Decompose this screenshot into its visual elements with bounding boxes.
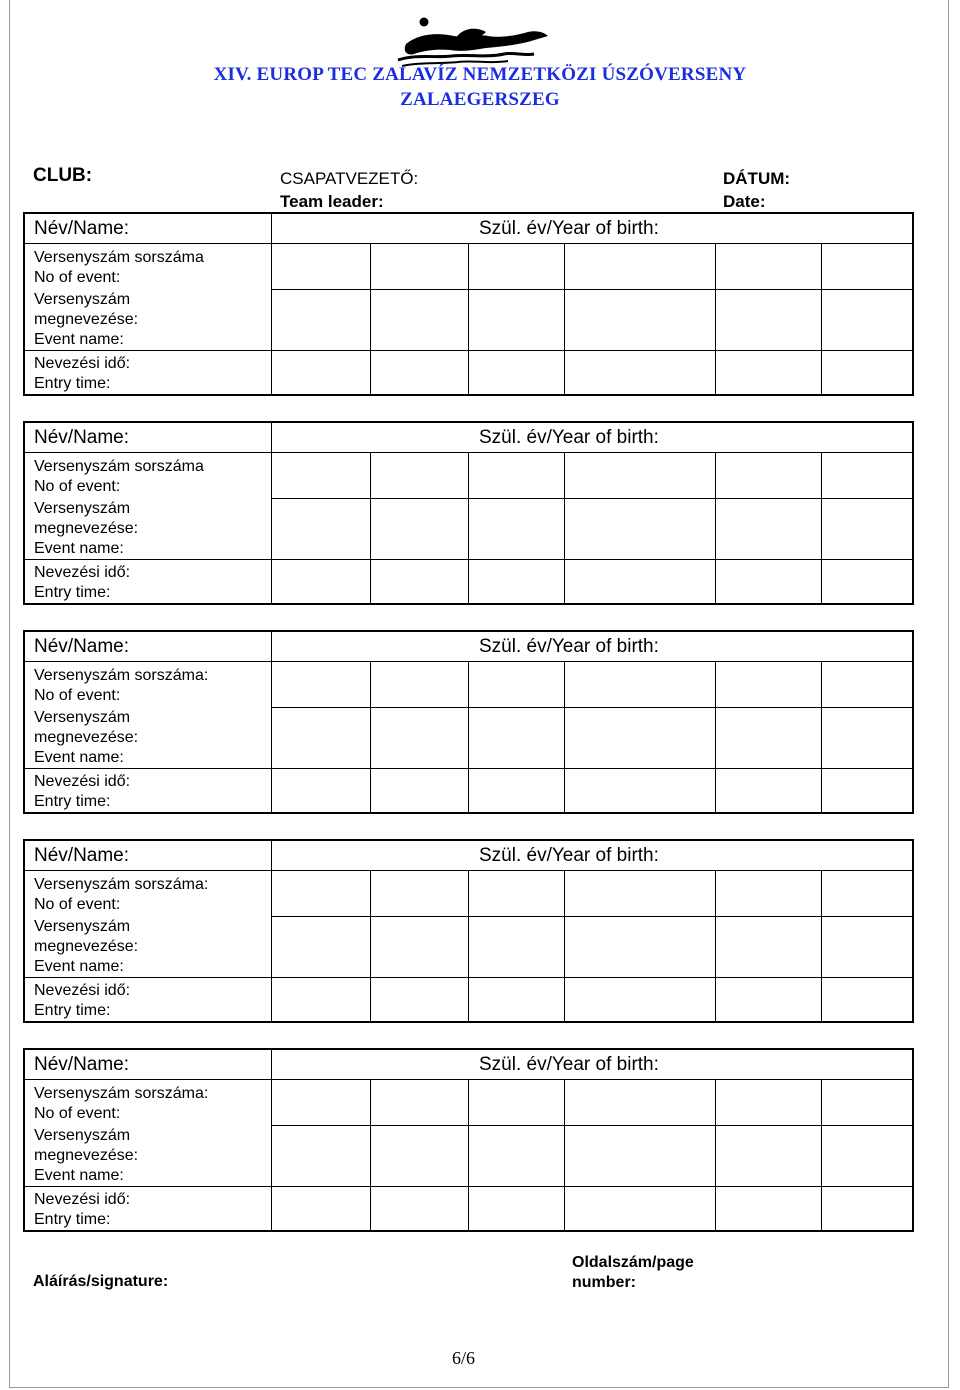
event-number-label-line2: No of event: bbox=[34, 269, 121, 286]
birth-year-label: Szül. év/Year of birth: bbox=[479, 845, 659, 866]
entry-time-label-line2: Entry time: bbox=[34, 1211, 111, 1228]
entry-time-label-line2: Entry time: bbox=[34, 584, 111, 601]
event-cell-divider bbox=[370, 452, 371, 605]
event-cell-divider bbox=[564, 243, 565, 396]
event-name-label-line2: megnevezése: bbox=[34, 520, 139, 537]
name-label: Név/Name: bbox=[34, 218, 130, 239]
event-cell-divider bbox=[715, 661, 716, 814]
event-name-label bbox=[34, 1126, 138, 1186]
event-name-label-line1: Versenyszám bbox=[34, 709, 131, 726]
event-number-label bbox=[34, 457, 204, 497]
event-name-label-line2: megnevezése: bbox=[34, 729, 139, 746]
event-number-label-line2: No of event: bbox=[34, 478, 121, 495]
birth-year-label: Szül. év/Year of birth: bbox=[479, 218, 659, 239]
event-cell-divider bbox=[370, 243, 371, 396]
date-label bbox=[723, 167, 790, 213]
event-number-label bbox=[34, 1084, 208, 1124]
event-number-label-line1: Versenyszám sorszáma: bbox=[34, 667, 209, 684]
row-divider bbox=[271, 1125, 912, 1126]
entry-time-label-line1: Nevezési idő: bbox=[34, 982, 131, 999]
column-divider bbox=[271, 632, 272, 814]
name-label: Név/Name: bbox=[34, 636, 130, 657]
event-cell-divider bbox=[715, 243, 716, 396]
entry-time-label-line2: Entry time: bbox=[34, 375, 111, 392]
event-name-label bbox=[34, 917, 138, 977]
event-name-label bbox=[34, 499, 138, 559]
event-cell-divider bbox=[821, 243, 822, 396]
entry-time-label bbox=[34, 772, 130, 812]
date-label-hu: DÁTUM: bbox=[723, 169, 791, 188]
event-cell-divider bbox=[468, 661, 469, 814]
event-name-label-line2: megnevezése: bbox=[34, 938, 139, 955]
event-cell-divider bbox=[715, 452, 716, 605]
swimmer-logo-icon bbox=[396, 14, 552, 70]
event-cell-divider bbox=[370, 661, 371, 814]
birth-year-label: Szül. év/Year of birth: bbox=[479, 427, 659, 448]
name-label: Név/Name: bbox=[34, 427, 130, 448]
event-cell-divider bbox=[715, 1079, 716, 1232]
event-cell-divider bbox=[821, 661, 822, 814]
column-divider bbox=[271, 214, 272, 396]
entry-block bbox=[23, 839, 914, 1023]
birth-year-label: Szül. év/Year of birth: bbox=[479, 1054, 659, 1075]
event-name-label-line3: Event name: bbox=[34, 331, 124, 348]
entry-time-label-line1: Nevezési idő: bbox=[34, 773, 131, 790]
event-name-label-line3: Event name: bbox=[34, 1167, 124, 1184]
name-label: Név/Name: bbox=[34, 845, 130, 866]
event-cell-divider bbox=[821, 1079, 822, 1232]
event-number-label bbox=[34, 666, 208, 706]
entry-time-label bbox=[34, 354, 130, 394]
event-cell-divider bbox=[370, 1079, 371, 1232]
entry-time-label bbox=[34, 981, 130, 1021]
event-number-label bbox=[34, 248, 204, 288]
event-name-label bbox=[34, 290, 138, 350]
entry-time-label bbox=[34, 1190, 130, 1230]
column-divider bbox=[271, 423, 272, 605]
event-name-label-line3: Event name: bbox=[34, 749, 124, 766]
event-cell-divider bbox=[564, 1079, 565, 1232]
page-number-label-line2: number: bbox=[572, 1274, 636, 1291]
event-name-label-line2: megnevezése: bbox=[34, 311, 139, 328]
event-cell-divider bbox=[468, 870, 469, 1023]
entry-time-label-line1: Nevezési idő: bbox=[34, 355, 131, 372]
event-cell-divider bbox=[564, 661, 565, 814]
row-divider bbox=[271, 707, 912, 708]
entry-block bbox=[23, 421, 914, 605]
page-number-label-line1: Oldalszám/page bbox=[572, 1254, 694, 1271]
event-name-label-line3: Event name: bbox=[34, 540, 124, 557]
event-number-label-line1: Versenyszám sorszáma: bbox=[34, 876, 209, 893]
team-leader-label-hu: CSAPATVEZETŐ: bbox=[280, 169, 419, 188]
event-cell-divider bbox=[821, 870, 822, 1023]
competition-title: XIV. EUROP TEC ZALAVÍZ NEMZETKÖZI ÚSZÓVERSENY bbox=[213, 64, 747, 85]
club-label: CLUB: bbox=[33, 165, 93, 186]
date-label-en: Date: bbox=[723, 192, 766, 211]
entry-time-label bbox=[34, 563, 130, 603]
name-label: Név/Name: bbox=[34, 1054, 130, 1075]
column-divider bbox=[271, 1050, 272, 1232]
event-number-label bbox=[34, 875, 208, 915]
page-indicator: 6/6 bbox=[452, 1348, 476, 1368]
entry-block bbox=[23, 1048, 914, 1232]
event-number-label-line1: Versenyszám sorszáma bbox=[34, 249, 204, 266]
event-number-label-line2: No of event: bbox=[34, 687, 121, 704]
event-cell-divider bbox=[821, 452, 822, 605]
event-name-label bbox=[34, 708, 138, 768]
event-cell-divider bbox=[468, 1079, 469, 1232]
entry-time-label-line1: Nevezési idő: bbox=[34, 1191, 131, 1208]
entry-time-label-line1: Nevezési idő: bbox=[34, 564, 131, 581]
event-number-label-line2: No of event: bbox=[34, 1105, 121, 1122]
page-number-label bbox=[572, 1253, 694, 1293]
event-name-label-line1: Versenyszám bbox=[34, 918, 131, 935]
event-cell-divider bbox=[564, 870, 565, 1023]
event-name-label-line1: Versenyszám bbox=[34, 500, 131, 517]
event-name-label-line1: Versenyszám bbox=[34, 291, 131, 308]
event-number-label-line2: No of event: bbox=[34, 896, 121, 913]
row-divider bbox=[271, 289, 912, 290]
event-cell-divider bbox=[468, 452, 469, 605]
event-cell-divider bbox=[715, 870, 716, 1023]
row-divider bbox=[271, 498, 912, 499]
competition-location: ZALAEGERSZEG bbox=[400, 89, 560, 110]
team-leader-label-en: Team leader: bbox=[280, 192, 384, 211]
entry-block bbox=[23, 212, 914, 396]
entry-time-label-line2: Entry time: bbox=[34, 793, 111, 810]
column-divider bbox=[271, 841, 272, 1023]
event-number-label-line1: Versenyszám sorszáma: bbox=[34, 1085, 209, 1102]
event-cell-divider bbox=[564, 452, 565, 605]
event-cell-divider bbox=[370, 870, 371, 1023]
event-name-label-line3: Event name: bbox=[34, 958, 124, 975]
team-leader-label bbox=[280, 167, 418, 213]
entry-time-label-line2: Entry time: bbox=[34, 1002, 111, 1019]
event-number-label-line1: Versenyszám sorszáma bbox=[34, 458, 204, 475]
birth-year-label: Szül. év/Year of birth: bbox=[479, 636, 659, 657]
signature-label: Aláírás/signature: bbox=[33, 1273, 169, 1290]
event-name-label-line1: Versenyszám bbox=[34, 1127, 131, 1144]
entry-block bbox=[23, 630, 914, 814]
event-cell-divider bbox=[468, 243, 469, 396]
row-divider bbox=[271, 916, 912, 917]
event-name-label-line2: megnevezése: bbox=[34, 1147, 139, 1164]
